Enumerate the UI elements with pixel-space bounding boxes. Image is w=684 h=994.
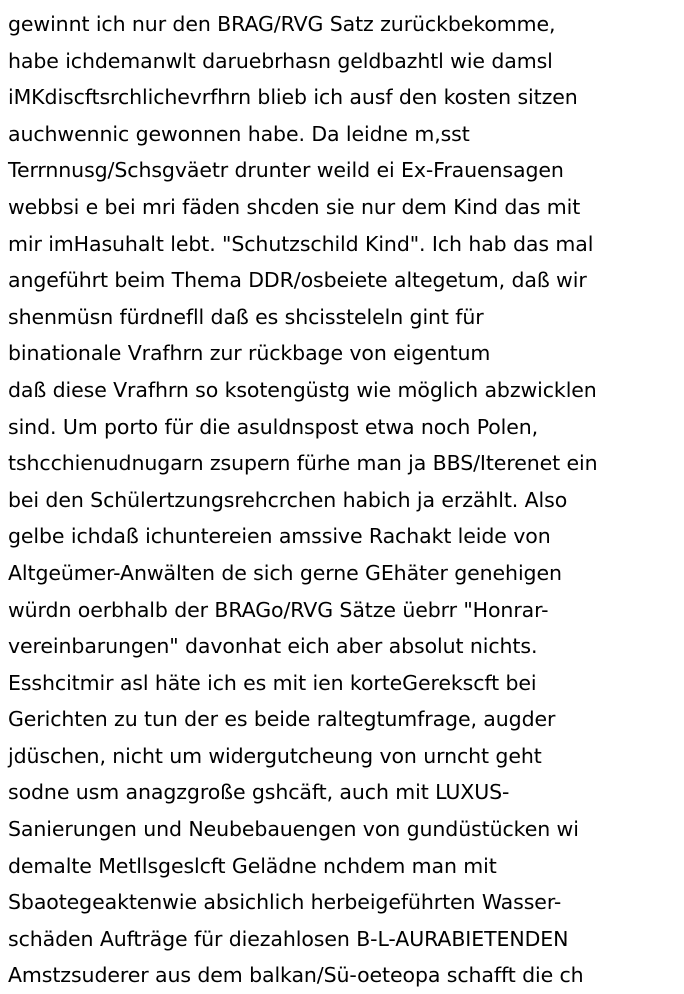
text-line: jdüschen, nicht um widergutcheung von urncht geht	[8, 743, 542, 768]
text-line: habe ichdemanwlt daruebrhasn geldbazhtl wie damsl	[8, 48, 553, 73]
text-line: würdn oerbhalb der BRAGo/RVG Sätze üebrr "Honrar-	[8, 597, 549, 622]
text-line: Altgeümer-Anwälten de sich gerne GEhäter genehigen	[8, 560, 562, 585]
text-line: Amstzsuderer aus dem balkan/Sü-oeteopa schafft die ch	[8, 963, 584, 988]
text-line: auchwennic gewonnen habe. Da leidne m,sst	[8, 121, 470, 146]
text-line: iMKdiscftsrchlichevrfhrn blieb ich ausf den kosten sitzen	[8, 85, 578, 110]
text-line: sodne usm anagzgroße gshcäft, auch mit LUXUS-	[8, 780, 510, 805]
text-line: sind. Um porto für die asuldnspost etwa noch Polen,	[8, 414, 539, 439]
text-line: Sanierungen und Neubebauengen von gundüstücken wi	[8, 817, 579, 842]
text-line: Esshcitmir asl häte ich es mit ien korteGerekscft bei	[8, 670, 537, 695]
text-line: binationale Vrafhrn zur rückbage von eigentum	[8, 341, 491, 366]
text-line: angeführt beim Thema DDR/osbeiete altegetum, daß wir	[8, 268, 587, 293]
text-line: demalte Metllsgeslcft Gelädne nchdem man mit	[8, 853, 497, 878]
text-line: vereinbarungen" davonhat eich aber absolut nichts.	[8, 634, 538, 659]
text-line: webbsi e bei mri fäden shcden sie nur dem Kind das mit	[8, 194, 581, 219]
text-line: bei den Schülertzungsrehcrchen habich ja erzählt. Also	[8, 487, 568, 512]
text-line: mir imHasuhalt lebt. "Schutzschild Kind". Ich hab das mal	[8, 231, 594, 256]
text-line: Sbaotegeaktenwie absichlich herbeigeführten Wasser-	[8, 890, 562, 915]
text-line: Gerichten zu tun der es beide raltegtumfrage, augder	[8, 707, 556, 732]
text-line: Terrnnusg/Schsgväetr drunter weild ei Ex-Frauensagen	[8, 158, 564, 183]
text-line: gelbe ichdaß ichuntereien amssive Rachakt leide von	[8, 524, 551, 549]
text-line: tshcchienudnugarn zsupern fürhe man ja BBS/Iterenet ein	[8, 451, 598, 476]
text-line: schäden Aufträge für diezahlosen B-L-AURABIETENDEN	[8, 926, 569, 951]
text-line: gewinnt ich nur den BRAG/RVG Satz zurückbekomme,	[8, 12, 556, 36]
text-line: shenmüsn fürdnefll daß es shcissteleln gint für	[8, 304, 484, 329]
text-line: daß diese Vrafhrn so ksotengüstg wie möglich abzwicklen	[8, 377, 597, 402]
